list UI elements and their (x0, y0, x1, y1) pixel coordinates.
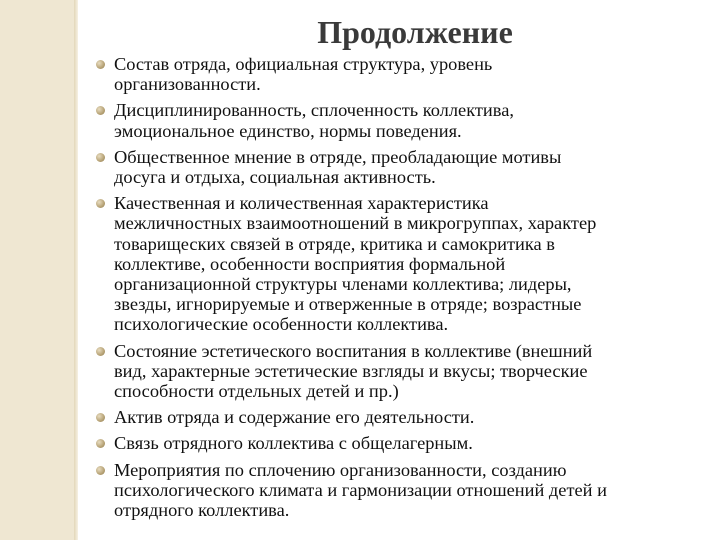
bullet-line: товарищеских связей в отряде, критика и самокритика в (114, 233, 555, 254)
bullet-item (96, 407, 716, 427)
bullet-line: психологического климата и гармонизации отношений детей и (114, 479, 607, 500)
bullet-line: Качественная и количественная характеристика (114, 193, 489, 214)
bullet-line: межличностных взаимоотношений в микрогруппах, характер (114, 213, 597, 234)
bullet-line: Дисциплинированность, сплоченность коллектива, (114, 100, 514, 121)
bullet-list (96, 54, 716, 526)
bullet-line: Мероприятия по сплочению организованности, созданию (114, 459, 567, 480)
bullet-dot-icon (96, 60, 105, 69)
bullet-item (96, 54, 716, 94)
bullet-dot-icon (96, 153, 105, 162)
bullet-dot-icon (96, 106, 105, 115)
bullet-line: психологические особенности коллектива. (114, 314, 449, 335)
bullet-line: Состояние эстетического воспитания в коллективе (внешний (114, 340, 593, 361)
bullet-dot-icon (96, 466, 105, 475)
bullet-dot-icon (96, 413, 105, 422)
bullet-line: отрядного коллектива. (114, 500, 290, 521)
bullet-item (96, 341, 716, 402)
bullet-line: эмоциональное единство, нормы поведения. (114, 120, 462, 141)
bullet-item (96, 193, 716, 334)
bullet-line: звезды, игнорируемые и отверженные в отряде; возрастные (114, 294, 582, 315)
decorative-band-edge (74, 0, 78, 540)
bullet-item (96, 147, 716, 187)
bullet-item (96, 460, 716, 521)
decorative-left-band (0, 0, 74, 540)
bullet-line: Актив отряда и содержание его деятельности. (114, 407, 475, 428)
bullet-line: вид, характерные эстетические взгляды и вкусы; творческие (114, 360, 588, 381)
bullet-line: организованности. (114, 74, 261, 95)
bullet-line: досуга и отдыха, социальная активность. (114, 167, 436, 188)
bullet-line: коллективе, особенности восприятия формальной (114, 253, 506, 274)
bullet-line: Связь отрядного коллектива с общелагерным. (114, 433, 473, 454)
bullet-line: организационной структуры членами коллектива; лидеры, (114, 274, 572, 295)
bullet-line: способности отдельных детей и пр.) (114, 381, 399, 402)
bullet-item (96, 433, 716, 453)
bullet-item (96, 100, 716, 140)
bullet-line: Состав отряда, официальная структура, уровень (114, 54, 493, 74)
bullet-line: Общественное мнение в отряде, преобладающие мотивы (114, 146, 562, 167)
bullet-dot-icon (96, 199, 105, 208)
bullet-dot-icon (96, 347, 105, 356)
bullet-dot-icon (96, 439, 105, 448)
slide-title: Продолжение (317, 14, 513, 50)
